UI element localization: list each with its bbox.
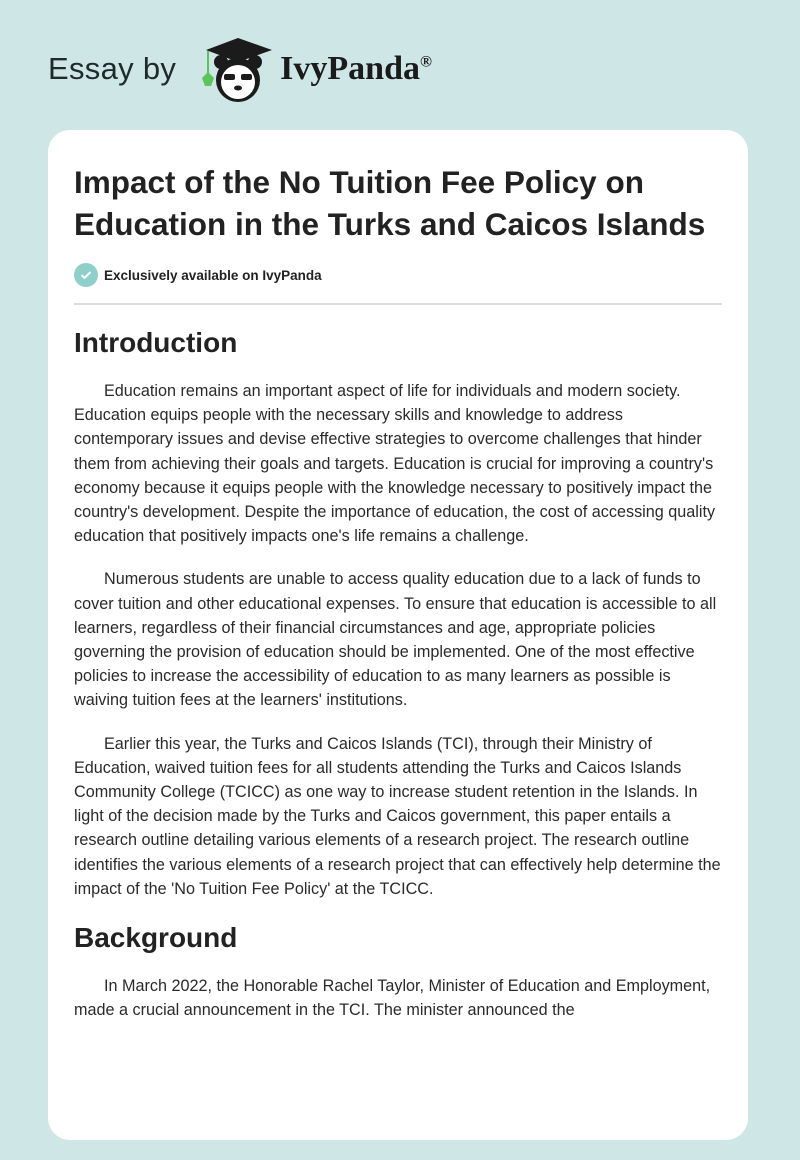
ivypanda-wordmark: IvyPanda® <box>280 50 432 87</box>
paragraph: In March 2022, the Honorable Rachel Taylor, Minister of Education and Employment, made a crucial announcement in the TCI. The minister announced the <box>74 977 711 1020</box>
paragraph: Numerous students are unable to access quality education due to a lack of funds to cover tuition and other educational expenses. To ensure that education is accessible to all learners, regardless of their financial circumstances and age, appropriate policies governing the provision of education should be implemented. One of the most effective policies to increase the accessibility of education to as many learners as possible is waiving tuition fees at the learners' institutions. <box>74 570 717 710</box>
essay-card <box>48 130 748 1140</box>
essay-by-label: Essay by <box>48 51 177 86</box>
paragraph: Earlier this year, the Turks and Caicos Islands (TCI), through their Ministry of Education, waived tuition fees for all students attending the Turks and Caicos Islands Community College (TCICC) as one way to increase student retention in the Islands. In light of the decision made by the Turks and Caicos government, this paper entails a research outline detailing various elements of a research project. The research outline identifies the various elements of a research project that can effectively help determine the impact of the 'No Tuition Fee Policy' at the TCICC. <box>74 734 721 898</box>
ivypanda-logo-icon <box>194 34 278 104</box>
section-heading-introduction: Introduction <box>74 327 238 358</box>
check-icon <box>74 263 98 287</box>
section-heading-background: Background <box>74 922 238 954</box>
brand-header <box>48 34 432 104</box>
divider <box>74 303 722 305</box>
essay-title: Impact of the No Tuition Fee Policy on Education in the Turks and Caicos Islands <box>74 164 706 242</box>
paragraph: Education remains an important aspect of life for individuals and modern society. Education equips people with the necessary skills and knowledge to address contemporary issues and devise effective strategies to overcome challenges that hinder them from achieving their goals and targets. Education is crucial for improving a country's economy because it equips people with the knowledge necessary to positively impact the country's development. Despite the importance of education, the cost of accessing quality education that positively impacts one's life remains a challenge. <box>74 382 716 546</box>
exclusive-badge <box>74 263 722 287</box>
exclusive-badge-label: Exclusively available on IvyPanda <box>104 267 322 283</box>
